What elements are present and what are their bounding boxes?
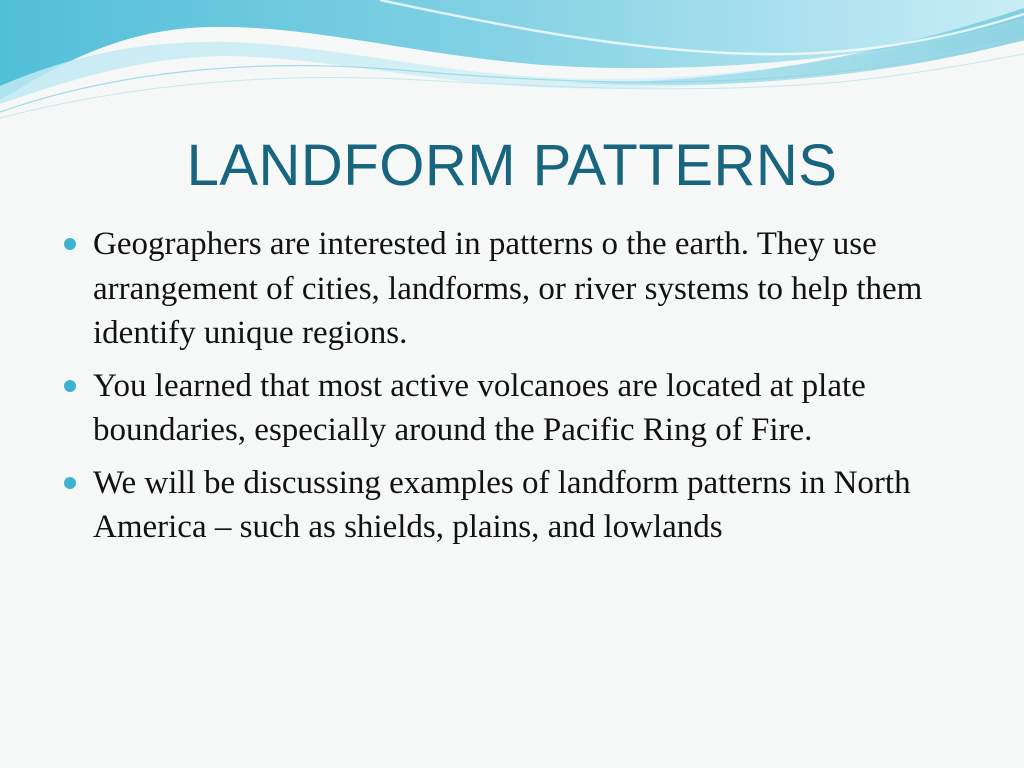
bullet-item bbox=[62, 222, 962, 356]
bullet-dot-icon bbox=[64, 238, 76, 250]
bullet-item bbox=[62, 364, 962, 453]
bullet-list bbox=[62, 222, 962, 558]
bullet-dot-icon bbox=[64, 380, 76, 392]
header-wave-decoration bbox=[0, 0, 1024, 130]
bullet-text: Geographers are interested in patterns o the earth. They use arrangement of cities, landforms, or river systems to help them identify unique regions. bbox=[93, 226, 923, 351]
slide-title: LANDFORM PATTERNS bbox=[186, 133, 838, 198]
bullet-text: You learned that most active volcanoes are located at plate boundaries, especially around the Pacific Ring of Fire. bbox=[93, 367, 866, 448]
bullet-dot-icon bbox=[64, 477, 76, 489]
bullet-text: We will be discussing examples of landform patterns in North America – such as shields, plains, and lowlands bbox=[93, 464, 911, 545]
bullet-item bbox=[62, 461, 962, 550]
